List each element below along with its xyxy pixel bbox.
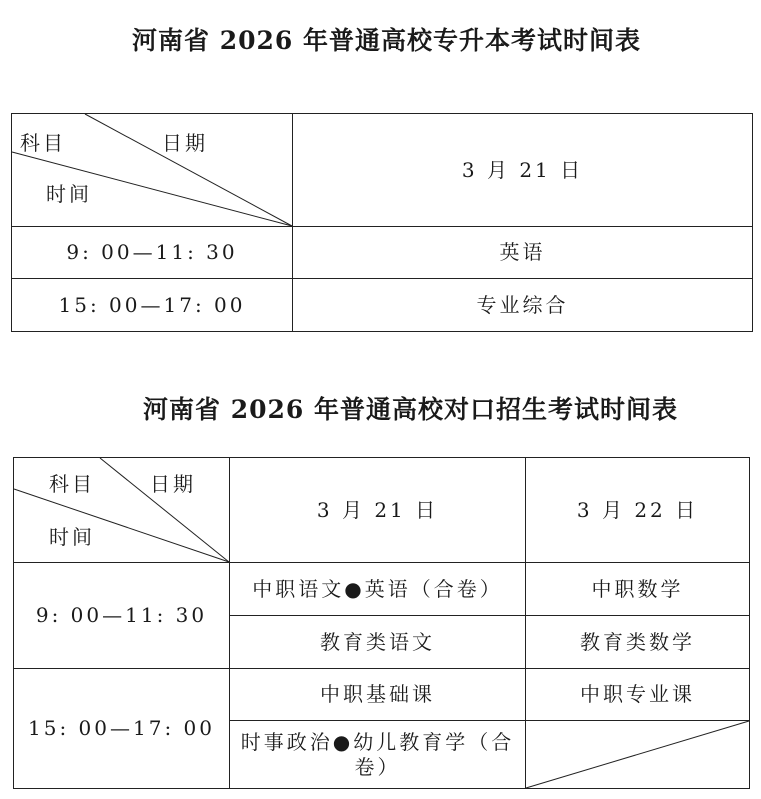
- table2-header-subject: 科目: [49, 472, 95, 496]
- table2-morning-day2-subject: 中职数学: [591, 576, 684, 601]
- table1: [11, 113, 753, 332]
- table2-afternoon-day1-subject: 中职基础课: [320, 682, 435, 706]
- table1-time-afternoon: 15: 00—17: 00: [58, 292, 246, 317]
- table2-time-afternoon: 15: 00—17: 00: [28, 716, 215, 740]
- table2-header-time: 时间: [49, 525, 95, 549]
- table2-afternoon-day1-subject: 时事政治●幼儿教育学（合卷）: [240, 729, 515, 779]
- table2-empty-cell-diagonal: [526, 721, 749, 788]
- table2-morning-day2-subject: 教育类数学: [580, 629, 695, 654]
- table2-date-day1: 3 月 21 日: [316, 497, 439, 522]
- table1-header-subject: 科目: [20, 131, 66, 155]
- table2-date-day2: 3 月 22 日: [576, 497, 699, 522]
- table2-diagonal-header-lines: [14, 458, 229, 562]
- table2-morning-day1-subject: 教育类语文: [320, 629, 435, 654]
- table2-time-morning: 9: 00—11: 30: [35, 603, 208, 627]
- table2-afternoon-day2-subject: 中职专业课: [580, 682, 695, 706]
- table1-subject-morning: 英语: [499, 240, 546, 264]
- table1-header-date: 日期: [162, 131, 208, 155]
- table2-morning-day1-subject: 中职语文●英语（合卷）: [252, 576, 503, 601]
- table2-title: 河南省 2026 年普通高校对口招生考试时间表: [143, 395, 678, 424]
- table1-time-morning: 9: 00—11: 30: [66, 240, 238, 264]
- table1-title: 河南省 2026 年普通高校专升本考试时间表: [132, 26, 641, 55]
- table1-header-time: 时间: [46, 182, 92, 206]
- table2: [13, 457, 750, 789]
- table1-subject-afternoon: 专业综合: [476, 292, 569, 317]
- table2-header-date: 日期: [150, 472, 196, 496]
- table1-date: 3 月 21 日: [461, 157, 584, 182]
